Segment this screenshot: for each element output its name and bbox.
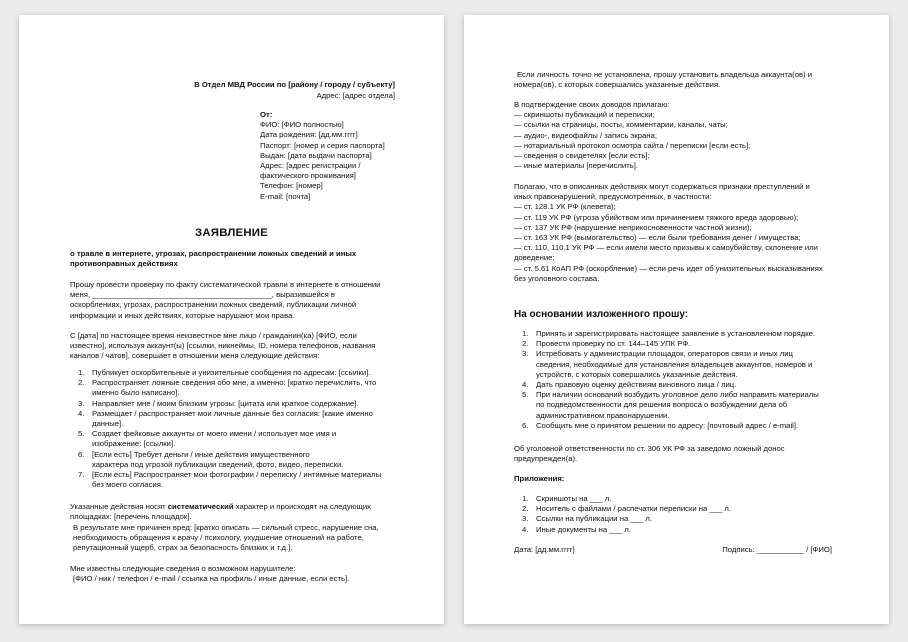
text-run-bold: систематический [167,502,234,511]
list-line: сведения, необходимые для установления владельцев аккаунтов, номеров и [536,359,813,369]
list-line: без моего согласия. [92,480,164,490]
list-item [514,525,874,535]
list-line: Создает фейковые аккаунты от моего имени / использует мое имя и [92,429,337,439]
paragraph-line: иных правонарушений, предусмотренных, в частности: [514,192,712,202]
list-item [514,390,874,421]
paragraph-line: Если личность точно не установлена, прошу установить владельца аккаунта(ов) и [517,70,813,79]
list-line: [Если есть] Требует деньги / иные действия имущественного [92,449,310,459]
paragraph-line: площадках: [перечень площадок]. [70,512,192,522]
requests-list [514,329,874,431]
list-line: Размещает / распространяет мои личные данные без согласия: [какие именно [92,408,373,418]
list-line: устройств, с которых совершались указанные действия. [536,369,738,379]
list-line: Иные документы на ___ л. [536,524,631,534]
text-run: Указанные действия носят [70,502,168,511]
harm-paragraph [73,523,433,554]
list-line: Публикует оскорбительные и унизительные сообщения по адресам: [ссылки]. [92,368,371,377]
list-item: — ст. 163 УК РФ (вымогательство) — если были требования денег / имущества; [514,233,801,243]
document-subheading [70,249,420,269]
known-paragraph [70,564,430,584]
list-item: — ст. 119 УК РФ (угроза убийством или причинением тяжкого вреда здоровью); [514,212,799,222]
list-item [514,380,874,390]
from-line: Паспорт: [номер и серия паспорта] [260,140,385,150]
attachments-title: Приложения: [514,474,565,483]
list-item: — скриншоты публикаций и переписки; [514,110,655,120]
evidence-list [514,110,874,171]
sender-block [260,110,430,202]
paragraph-line: репутационный ущерб, страх за безопасность близких и т.д.]. [73,543,293,553]
list-item: — ст. 128.1 УК РФ (клевета); [514,202,616,212]
addressee-address: Адрес: [адрес отдела] [316,91,395,100]
list-item [70,429,425,449]
request-heading: На основании изложенного прошу: [514,309,689,320]
list-line: именно было написано]. [92,388,180,398]
document-page-2 [464,15,889,624]
systematic-paragraph [70,502,430,522]
from-line: Адрес: [адрес регистрации / [260,161,361,171]
paragraph-line: Прошу провести проверку по факту систематической травли в интернете в отношении [70,280,381,289]
list-item [514,329,874,339]
paragraph-line: номера(ов), с которых совершались указанные действия. [514,80,721,90]
list-item [514,421,874,431]
list-item [514,349,874,380]
list-number: 2. [78,378,85,388]
list-number: 1. [522,494,529,503]
from-line: E-mail: [почта] [260,191,311,201]
subheading-line: о травле в интернете, угрозах, распространении ложных сведений и иных [70,249,357,258]
from-line: Телефон: [номер] [260,181,323,191]
list-line: Дать правовую оценку действиям виновного лица / лиц. [536,380,737,390]
list-line: данные]. [92,419,124,429]
paragraph-line: Об уголовной ответственности по ст. 306 УК РФ за заведомо ложный донос [514,444,785,453]
actions-list [70,368,425,490]
list-line: Провести проверку по ст. 144–145 УПК РФ. [536,339,691,349]
intro-paragraph [70,280,430,321]
list-line: Носитель с файлами / распечатки переписки на ___ л. [536,504,731,514]
list-line: административном правонарушении. [536,410,670,420]
document-heading: ЗАЯВЛЕНИЕ [195,227,268,239]
list-item: — сведения о свидетелях [если есть]; [514,151,650,161]
paragraph-line: Мне известны следующие сведения о возможном нарушителе: [70,564,296,573]
from-line: Дата рождения: [дд.мм.гггг] [260,130,358,140]
date-line: Дата: [дд.мм.гггг] [514,545,575,554]
paragraph-line [70,502,430,512]
list-line: Скриншоты на ___ л. [536,494,612,503]
signature-line: Подпись: ___________ / [ФИО] [722,545,832,554]
list-line: [Если есть] Распространяет мои фотографии / переписку / интимные материалы [92,470,382,480]
list-number: 1. [78,368,85,377]
list-item [70,368,425,378]
signs-block [514,182,874,284]
paragraph-line: [ФИО / ник / телефон / e-mail / ссылка на профиль / иные данные, если есть]. [73,574,350,584]
list-item: без уголовного состава. [514,273,600,283]
list-item: — ссылки на страницы, посты, комментарии, каналы, чаты; [514,120,728,130]
list-line: по подведомственности для решения вопроса о возбуждении дела об [536,400,788,410]
paragraph-line: каналов / чатов], совершает в отношении меня следующие действия: [70,351,320,361]
evidence-title: В подтверждение своих доводов прилагаю: [514,100,670,109]
list-number: 5. [78,429,85,439]
list-item: — ст. 137 УК РФ (нарушение неприкосновенности частной жизни); [514,222,752,232]
list-number: 4. [522,380,529,390]
list-number: 4. [78,408,85,418]
list-item [70,399,425,409]
list-item [514,339,874,349]
list-line: Распространяет ложные сведения обо мне, а именно: [кратко перечислить, что [92,378,377,388]
list-number: 6. [78,449,85,459]
list-item [514,514,874,524]
paragraph-line: оскорблениях, угрозах, распространении ложных сведений, публикации личной [70,300,357,310]
list-item [514,494,874,504]
identity-paragraph [514,70,874,90]
list-number: 1. [522,329,529,338]
addressee-title: В Отдел МВД России по [району / городу / субъекту] [194,80,395,89]
list-item [70,470,425,490]
from-line: ФИО: [ФИО полностью] [260,120,344,130]
list-item [70,450,425,470]
list-item: доведение; [514,253,555,263]
from-label: От: [260,110,273,119]
paragraph-line: известно], используя аккаунт(ы) [ссылки, никнеймы, ID, номера телефонов, названия [70,341,376,351]
list-line: Ссылки на публикации на ___ л. [536,514,652,524]
paragraph-line: В результате мне причинен вред: [кратко описать — сильный стресс, нарушение сна, [73,523,379,532]
list-item: — нотариальный протокол осмотра сайта / переписки [если есть]; [514,140,751,150]
list-item [70,378,425,398]
liability-paragraph [514,444,874,464]
list-line: характера под угрозой публикации сведений, фото, видео, переписки. [92,459,344,469]
list-line: изображение: [ссылки]. [92,439,176,449]
evidence-block [514,100,874,171]
list-item: — аудио-, видеофайлы / запись экрана; [514,130,657,140]
list-item: — ст. 110, 110.1 УК РФ — если имели место призывы к самоубийству, склонение или [514,243,818,253]
paragraph-line: необходимость обращения к врачу / психологу, ухудшение отношений на работе, [73,533,364,543]
list-number: 3. [78,398,85,408]
list-line: Сообщить мне о принятом решении по адресу: [почтовый адрес / e-mail]. [536,420,799,430]
list-line: Истребовать у администрации площадок, операторов связи и иных лиц [536,349,793,359]
list-number: 3. [522,514,529,524]
list-number: 2. [522,339,529,349]
attachments-list [514,494,874,535]
list-line: При наличии оснований возбудить уголовное дело либо направить материалы [536,390,819,400]
list-item: — ст. 5.61 КоАП РФ (оскорбление) — если речь идет об унизительных высказываниях [514,263,823,273]
paragraph-line: меня, __________________________________________, выразившейся в [70,290,336,300]
list-number: 6. [522,420,529,430]
articles-list [514,202,874,284]
paragraph-line: предупрежден(а). [514,454,578,464]
list-line: Принять и зарегистрировать настоящее заявление в установленном порядке. [536,329,816,338]
list-number: 5. [522,390,529,400]
from-line: Выдан: [дата выдачи паспорта] [260,150,372,160]
document-page-1 [19,15,444,624]
subheading-line: противоправных действиях [70,259,178,269]
list-number: 3. [522,349,529,359]
list-number: 4. [522,524,529,534]
paragraph-line: С [дата] по настоящее время неизвестное мне лицо / гражданин(ка) [ФИО, если [70,331,357,340]
from-line: фактического проживания] [260,171,356,181]
list-number: 2. [522,504,529,514]
list-item [70,409,425,429]
list-number: 7. [78,470,85,480]
list-item: — иные материалы [перечислить]. [514,161,638,171]
text-run: характер и происходят на следующих [233,502,371,511]
list-line: Направляет мне / моим близким угрозы: [цитата или краткое содержание]. [92,398,359,408]
paragraph-line: информации и иных действиях, которые нарушают мои права. [70,310,295,320]
list-item [514,504,874,514]
paragraph-line: Полагаю, что в описанных действиях могут содержаться признаки преступлений и [514,182,810,191]
since-paragraph [70,331,430,362]
